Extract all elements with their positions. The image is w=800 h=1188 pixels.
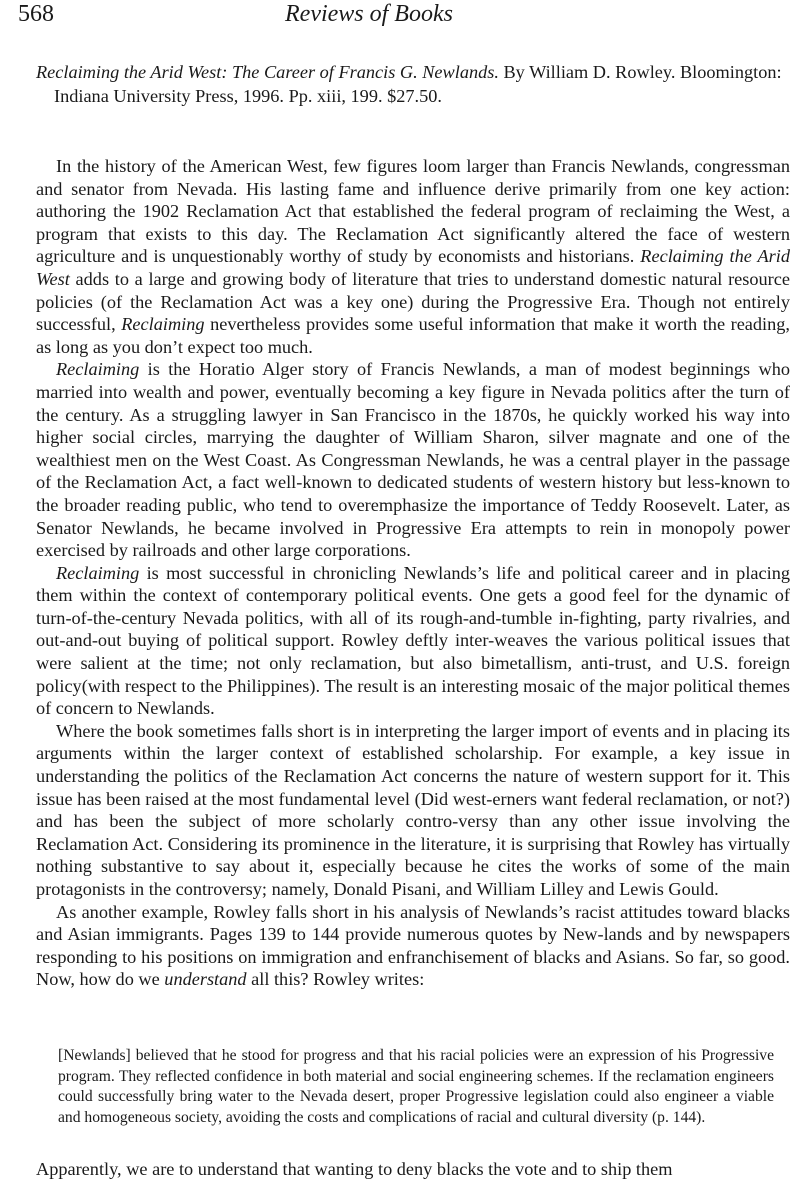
text-run: Where the book sometimes falls short is in interpreting the larger import of events and in placing its arguments within the larger context of established scholarship. For example, a key issue in understanding the politics of the Reclamation Act concerns the nature of western support for it. This issue has been raised at the most fundamental level (Did west-erners want federal reclamation, or not?) and has been the subject of more scholarly contro-versy than any other issue involving the Reclamation Act. Considering its prominence in the literature, it is surprising that Rowley has virtually nothing substantive to say about it, especially because he cites the works of some of the main protagonists in the controversy; namely, Donald Pisani, and William Lilley and Lewis Gould. (36, 720, 790, 899)
paragraph-1 (36, 155, 790, 358)
paragraph-5 (36, 901, 790, 991)
italic-text: Reclaiming (56, 562, 140, 583)
italic-text: Reclaiming the Arid West (36, 246, 790, 289)
text-run: all this? Rowley writes: (246, 969, 425, 990)
paragraph-3 (36, 562, 790, 720)
text-run: nevertheless provides some useful information that make it worth the reading, as long as you don’t expect too much. (36, 314, 790, 357)
italic-text: understand (164, 969, 247, 990)
text-run: is the Horatio Alger story of Francis Newlands, a man of modest beginnings who married into wealth and power, eventually becoming a key figure in Nevada politics after the turn of the century. As a struggling lawyer in San Francisco in the 1870s, he quickly worked his way into higher social circles, marrying the daughter of William Sharon, silver magnate and one of the wealthiest men on the West Coast. As Congressman Newlands, he was a central player in the passage of the Reclamation Act, a fact well-known to dedicated students of western history but less-known to the broader reading public, who tend to overemphasize the importance of Teddy Roosevelt. Later, as Senator Newlands, he became involved in Progressive Era attempts to rein in monopoly power exercised by railroads and other large corporations. (36, 359, 790, 561)
book-title: Reclaiming the Arid West: The Career of Francis G. Newlands. (36, 62, 499, 82)
block-quote: [Newlands] believed that he stood for progress and that his racial policies were an expression of his Progressive program. They reflected confidence in both material and social engineering schemes. If the reclamation engineers could successfully bring water to the Nevada desert, proper Progressive legislation could also engineer a viable and homogeneous society, avoiding the costs and complications of racial and cultural diversity (p. 144). (58, 1047, 774, 1126)
final-line: Apparently, we are to understand that wanting to deny blacks the vote and to ship them (36, 1159, 673, 1179)
italic-text: Reclaiming (56, 359, 140, 380)
book-citation (36, 61, 800, 108)
paragraph-2 (36, 358, 790, 561)
text-run: adds to a large and growing body of literature that tries to understand domestic natural resource policies (of the Reclamation Act was a key one) during the Progressive Era. Though not entirely successful, (36, 268, 790, 335)
page-number: 568 (18, 1, 54, 27)
text-run: is most successful in chronicling Newlands’s life and political career and in placing them within the context of contemporary political events. One gets a good feel for the dynamic of turn-of-the-century Nevada politics, with all of its rough-and-tumble in-fighting, party rivalries, and out-and-out buying of political support. Rowley deftly inter-weaves the various political issues that were salient at the time; not only reclamation, but also bimetallism, anti-trust, and U.S. foreign policy(with respect to the Philippines). The result is an interesting mosaic of the major political themes of concern to Newlands. (36, 562, 790, 719)
paragraph-4 (36, 720, 790, 901)
text-run: As another example, Rowley falls short in his analysis of Newlands’s racist attitudes toward blacks and Asian immigrants. Pages 139 to 144 provide numerous quotes by New-lands and by newspapers responding to his positions on immigration and enfranchisement of blacks and Asians. So far, so good. Now, how do we (36, 901, 790, 990)
page-header (0, 0, 800, 36)
book-details: By William D. Rowley. Bloomington: Indiana University Press, 1996. Pp. xiii, 199. $27.50. (54, 62, 782, 106)
text-run: In the history of the American West, few figures loom larger than Francis Newlands, congressman and senator from Nevada. His lasting fame and influence derive primarily from one key action: authoring the 1902 Reclamation Act that established the federal program of reclaiming the West, a program that exists to this day. The Reclamation Act significantly altered the face of western agriculture and is unquestionably worthy of study by economists and historians. (36, 156, 790, 267)
italic-text: Reclaiming (121, 314, 205, 335)
review-body (36, 155, 790, 991)
running-head: Reviews of Books (285, 1, 453, 27)
